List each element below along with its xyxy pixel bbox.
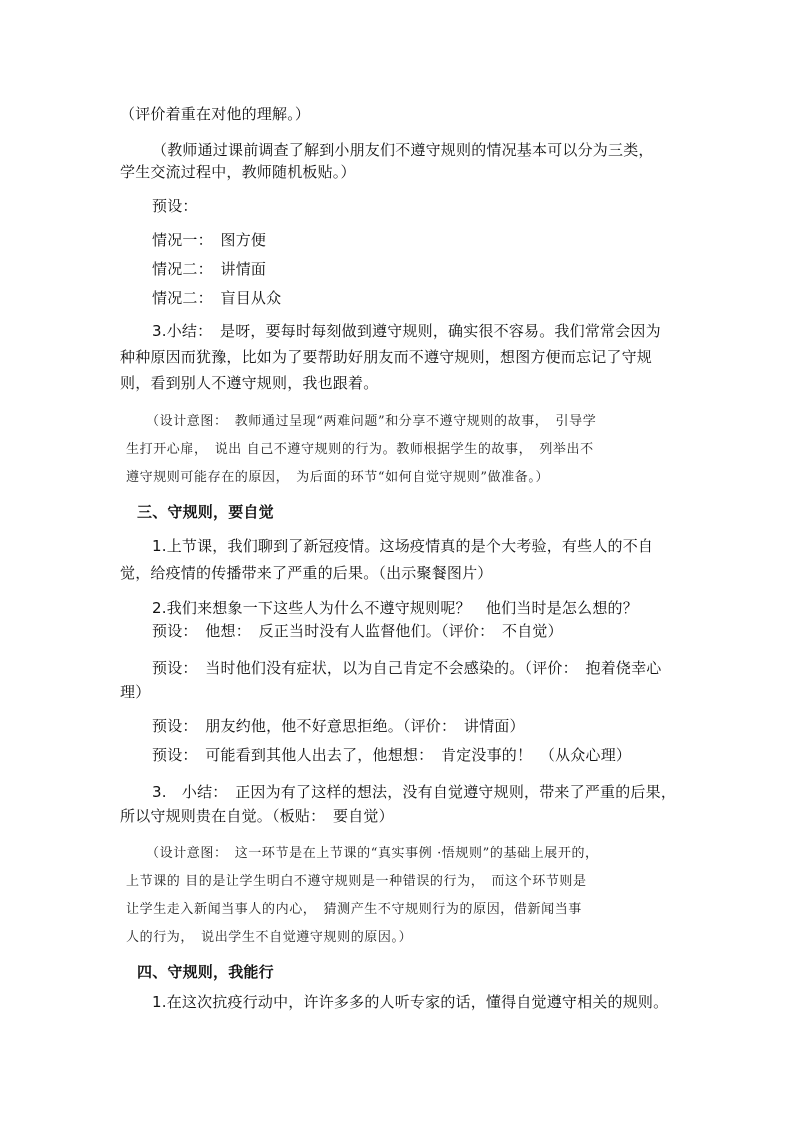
- summary-1-line-3: 则，看到别人不遵守规则，我也跟着。: [120, 374, 379, 392]
- summary-1-line-2: 种种原因而犹豫，比如为了要帮助好朋友而不遵守规则，想图方便而忘记了守规: [120, 348, 653, 366]
- section-3-preset-3: 预设： 朋友约他，他不好意思拒绝。（评价： 讲情面）: [152, 717, 525, 735]
- paragraph-eval-focus: （评价着重在对他的理解。）: [120, 105, 311, 123]
- section-3-paragraph-1-line-1: 1.上节课，我们聊到了新冠疫情。这场疫情真的是个大考验，有些人的不自: [152, 537, 654, 555]
- section-3-preset-2-line-1: 预设： 当时他们没有症状，以为自己肯定不会感染的。（评价： 抱着侥幸心: [152, 659, 662, 677]
- design-intent-1-line-3: 遵守规则可能存在的原因， 为后面的环节“如何自觉守规则”做准备。）: [126, 470, 550, 485]
- case-item-2: 情况二： 讲情面: [152, 260, 267, 278]
- design-intent-2-line-4: 人的行为， 说出学生不自觉遵守规则的原因。）: [126, 930, 413, 945]
- design-intent-2-line-2: 上节课的 目的是让学生明白不遵守规则是一种错误的行为， 而这个环节则是: [126, 874, 587, 889]
- section-3-paragraph-1-line-2: 觉，给疫情的传播带来了严重的后果。（出示聚餐图片）: [120, 564, 493, 582]
- section-3-preset-2-line-2: 理）: [120, 683, 151, 701]
- case-item-1: 情况一： 图方便: [152, 231, 267, 249]
- design-intent-1-line-2: 生打开心扉， 说出 自己不遵守规则的行为。教师根据学生的故事， 列举出不: [126, 442, 594, 457]
- section-3-heading: 三、守规则，要自觉: [137, 503, 274, 521]
- section-3-preset-4: 预设： 可能看到其他人出去了，他想想： 肯定没事的！ （从众心理）: [152, 746, 632, 764]
- paragraph-teacher-survey-line-1: （教师通过课前调查了解到小朋友们不遵守规则的情况基本可以分为三类，: [152, 141, 654, 159]
- design-intent-2-line-1: （设计意图： 这一环节是在上节课的“真实事例 ·悟规则”的基础上展开的，: [146, 846, 599, 861]
- design-intent-2-line-3: 让学生走入新闻当事人的内心， 猜测产生不守规则行为的原因，借新闻当事: [126, 902, 582, 917]
- section-4-paragraph-1: 1.在这次抗疫行动中，许许多多的人听专家的话，懂得自觉遵守相关的规则。: [152, 993, 669, 1011]
- case-item-3: 情况二： 盲目从众: [152, 289, 282, 307]
- section-3-summary-line-2: 所以守规则贵在自觉。（板贴： 要自觉）: [120, 807, 394, 825]
- section-3-preset-1: 预设： 他想： 反正当时没有人监督他们。（评价： 不自觉）: [152, 622, 563, 640]
- section-4-heading: 四、守规则，我能行: [137, 963, 274, 981]
- paragraph-teacher-survey-line-2: 学生交流过程中，教师随机板贴。）: [120, 163, 356, 181]
- section-3-paragraph-2: 2.我们来想象一下这些人为什么不遵守规则呢？ 他们当时是怎么想的？: [152, 599, 638, 617]
- summary-1-line-1: 3.小结： 是呀，要每时每刻做到遵守规则，确实很不容易。我们常常会因为: [152, 322, 661, 340]
- preset-label: 预设：: [152, 197, 198, 215]
- section-3-summary-line-1: 3. 小结： 正因为有了这样的想法，没有自觉遵守规则，带来了严重的后果，: [152, 783, 677, 801]
- design-intent-1-line-1: （设计意图： 教师通过呈现“两难问题”和分享不遵守规则的故事， 引导学: [146, 414, 597, 429]
